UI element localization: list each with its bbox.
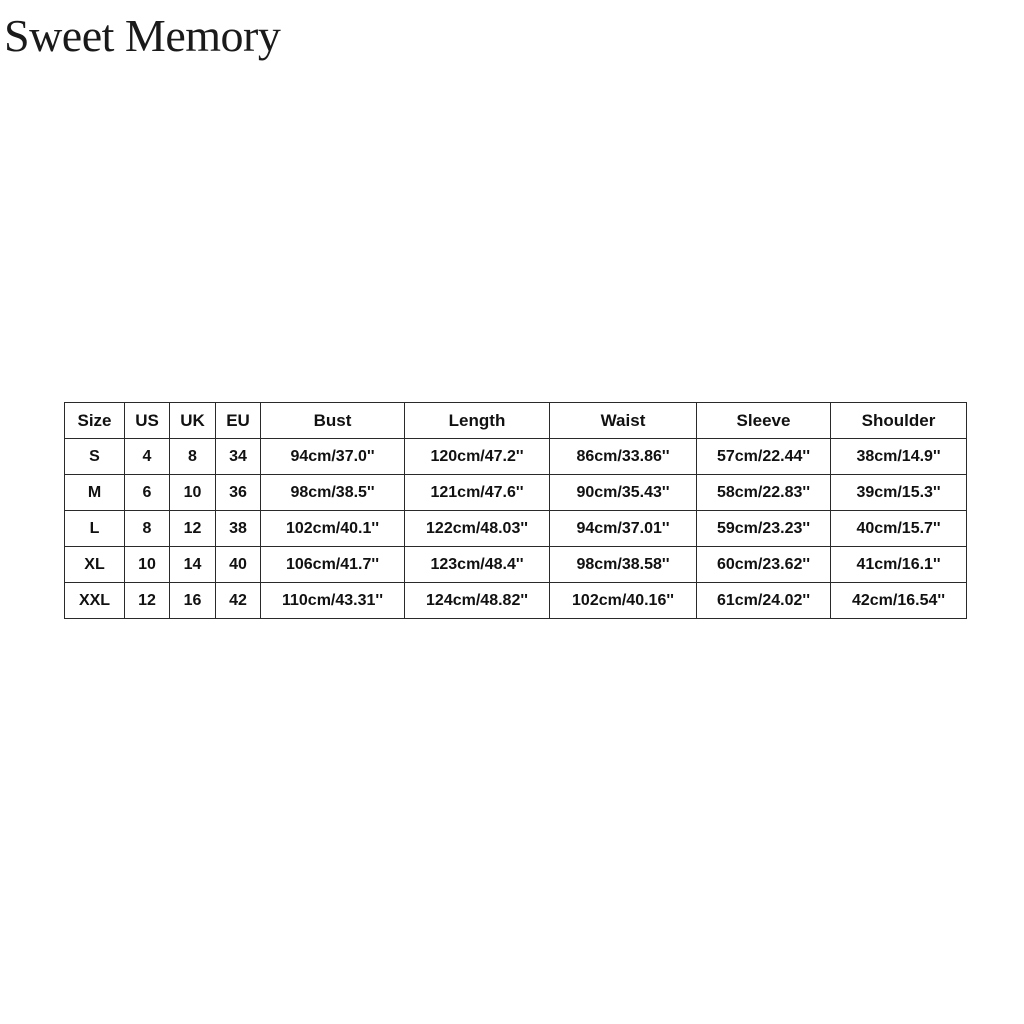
cell-uk: 12 <box>170 511 216 547</box>
cell-shoulder: 40cm/15.7'' <box>831 511 967 547</box>
cell-waist: 94cm/37.01'' <box>550 511 697 547</box>
cell-us: 4 <box>125 439 170 475</box>
cell-length: 120cm/47.2'' <box>405 439 550 475</box>
cell-size: XXL <box>65 583 125 619</box>
cell-eu: 40 <box>216 547 261 583</box>
header-size: Size <box>65 403 125 439</box>
cell-shoulder: 41cm/16.1'' <box>831 547 967 583</box>
cell-bust: 102cm/40.1'' <box>261 511 405 547</box>
cell-size: M <box>65 475 125 511</box>
cell-uk: 8 <box>170 439 216 475</box>
cell-us: 6 <box>125 475 170 511</box>
header-eu: EU <box>216 403 261 439</box>
table-row <box>65 547 967 583</box>
cell-sleeve: 58cm/22.83'' <box>697 475 831 511</box>
cell-eu: 36 <box>216 475 261 511</box>
header-shoulder: Shoulder <box>831 403 967 439</box>
cell-shoulder: 42cm/16.54'' <box>831 583 967 619</box>
cell-size: XL <box>65 547 125 583</box>
cell-uk: 10 <box>170 475 216 511</box>
header-sleeve: Sleeve <box>697 403 831 439</box>
cell-sleeve: 61cm/24.02'' <box>697 583 831 619</box>
cell-us: 10 <box>125 547 170 583</box>
cell-uk: 14 <box>170 547 216 583</box>
brand-title: Sweet Memory <box>4 10 281 61</box>
cell-waist: 90cm/35.43'' <box>550 475 697 511</box>
cell-eu: 34 <box>216 439 261 475</box>
header-length: Length <box>405 403 550 439</box>
size-chart-table <box>64 402 967 619</box>
header-us: US <box>125 403 170 439</box>
cell-shoulder: 39cm/15.3'' <box>831 475 967 511</box>
header-bust: Bust <box>261 403 405 439</box>
cell-eu: 42 <box>216 583 261 619</box>
cell-size: S <box>65 439 125 475</box>
cell-bust: 110cm/43.31'' <box>261 583 405 619</box>
table-row <box>65 511 967 547</box>
cell-us: 12 <box>125 583 170 619</box>
cell-waist: 102cm/40.16'' <box>550 583 697 619</box>
cell-waist: 98cm/38.58'' <box>550 547 697 583</box>
cell-sleeve: 60cm/23.62'' <box>697 547 831 583</box>
cell-bust: 94cm/37.0'' <box>261 439 405 475</box>
cell-sleeve: 57cm/22.44'' <box>697 439 831 475</box>
cell-bust: 98cm/38.5'' <box>261 475 405 511</box>
cell-us: 8 <box>125 511 170 547</box>
cell-eu: 38 <box>216 511 261 547</box>
cell-length: 124cm/48.82'' <box>405 583 550 619</box>
table-header-row <box>65 403 967 439</box>
cell-sleeve: 59cm/23.23'' <box>697 511 831 547</box>
cell-uk: 16 <box>170 583 216 619</box>
table-row <box>65 475 967 511</box>
cell-length: 121cm/47.6'' <box>405 475 550 511</box>
table-row <box>65 583 967 619</box>
cell-size: L <box>65 511 125 547</box>
table-row <box>65 439 967 475</box>
header-waist: Waist <box>550 403 697 439</box>
cell-waist: 86cm/33.86'' <box>550 439 697 475</box>
cell-length: 123cm/48.4'' <box>405 547 550 583</box>
cell-length: 122cm/48.03'' <box>405 511 550 547</box>
cell-bust: 106cm/41.7'' <box>261 547 405 583</box>
cell-shoulder: 38cm/14.9'' <box>831 439 967 475</box>
header-uk: UK <box>170 403 216 439</box>
